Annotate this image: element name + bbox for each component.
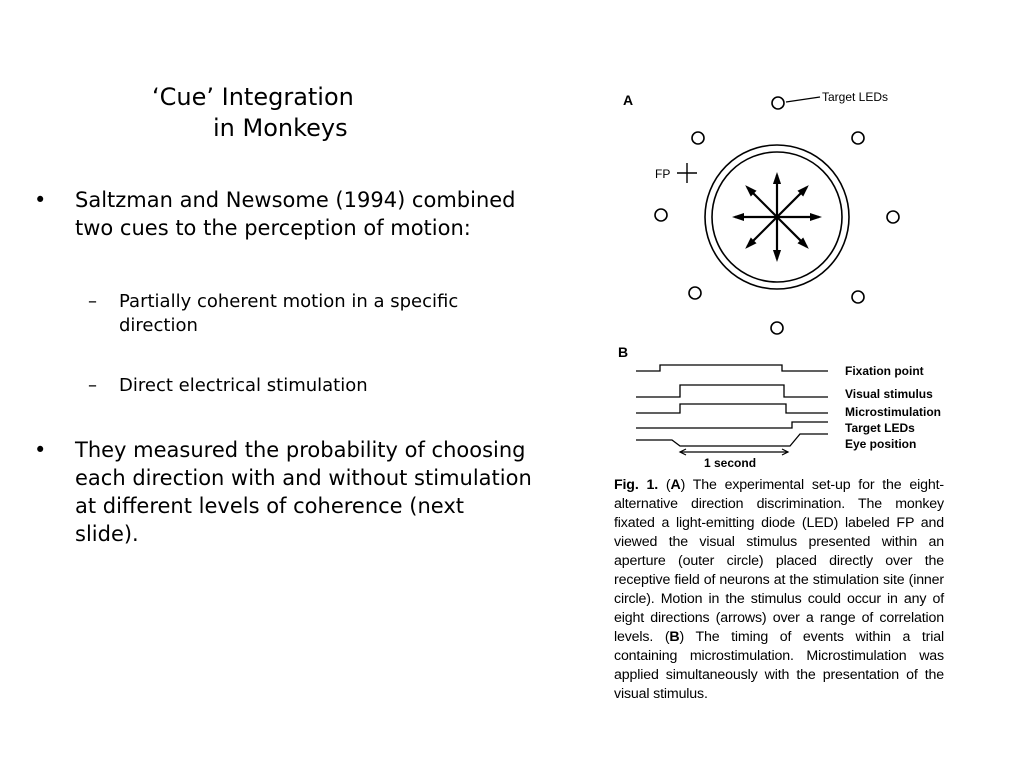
target-leds-label: Target LEDs <box>822 90 889 104</box>
timing-label: Visual stimulus <box>845 387 933 401</box>
bullet-2 <box>34 436 534 548</box>
timing-label: Target LEDs <box>845 421 915 435</box>
target-led <box>852 291 864 303</box>
bullet-glyph: • <box>34 438 47 462</box>
target-leds-trace <box>636 422 828 428</box>
eye-position-trace <box>636 434 828 446</box>
caption-open-paren: ( <box>665 477 671 493</box>
target-led <box>689 287 701 299</box>
bullet-list <box>34 186 534 548</box>
slide-title <box>152 82 354 144</box>
one-second-scale-bar <box>680 449 788 455</box>
fp-label: FP <box>655 167 671 181</box>
figure-caption <box>614 476 944 704</box>
arrow-head <box>773 250 781 262</box>
target-leds-pointer <box>786 97 820 102</box>
title-line-1: ‘Cue’ Integration <box>152 83 354 111</box>
sub-bullet-1 <box>34 290 534 338</box>
scale-label: 1 second <box>704 456 757 470</box>
dash-glyph: – <box>88 291 97 312</box>
visual-stimulus-trace <box>636 385 828 397</box>
timing-traces <box>636 365 828 446</box>
bullet-2-text: They measured the probability of choosing each direction with and without stimulation at different levels of coherence (next slide). <box>75 438 532 546</box>
bullet-1-text: Saltzman and Newsome (1994) combined two cues to the perception of motion: <box>75 188 516 240</box>
arrow-head <box>810 213 822 221</box>
arrow-head <box>732 213 744 221</box>
target-led <box>887 211 899 223</box>
timing-label: Fixation point <box>845 364 924 378</box>
arrow-head <box>773 172 781 184</box>
bullet-glyph: • <box>34 188 47 212</box>
panel-a-label: A <box>623 92 634 108</box>
title-line-2: in Monkeys <box>213 114 348 142</box>
panel-b-label: B <box>618 344 629 360</box>
caption-a-label: A <box>670 477 681 493</box>
timing-label: Microstimulation <box>845 405 942 419</box>
caption-part-2: ) The timing of events within a trial containing microstimulation. Microstimulation was applied simultaneously with the presentation of the visual stimulus. <box>614 629 945 702</box>
timing-label: Eye position <box>845 437 917 451</box>
sub-bullet-2 <box>34 374 534 398</box>
fixation-cross <box>677 163 697 183</box>
caption-fig-label: Fig. 1. <box>614 477 659 493</box>
target-led <box>772 97 784 109</box>
target-led <box>655 209 667 221</box>
microstimulation-trace <box>636 404 828 413</box>
bullet-1 <box>34 186 534 242</box>
caption-part-1: ) The experimental set-up for the eight-alternative direction discrimination. The monkey fixated a light-emitting diode (LED) labeled FP and viewed the visual stimulus presented within an aperture (outer circle) placed directly over the receptive field of neurons at the stimulation site (inner circle). Motion in the stimulus could occur in any of eight directions (arrows) over a range of correlation levels. ( <box>614 477 944 645</box>
target-led <box>852 132 864 144</box>
target-led <box>692 132 704 144</box>
direction-arrows <box>732 172 822 262</box>
target-led <box>771 322 783 334</box>
fixation-point-trace <box>636 365 828 371</box>
sub-bullet-1-text: Partially coherent motion in a specific direction <box>119 291 459 336</box>
sub-bullet-2-text: Direct electrical stimulation <box>119 375 368 396</box>
caption-b-label: B <box>669 629 680 645</box>
dash-glyph: – <box>88 375 97 396</box>
